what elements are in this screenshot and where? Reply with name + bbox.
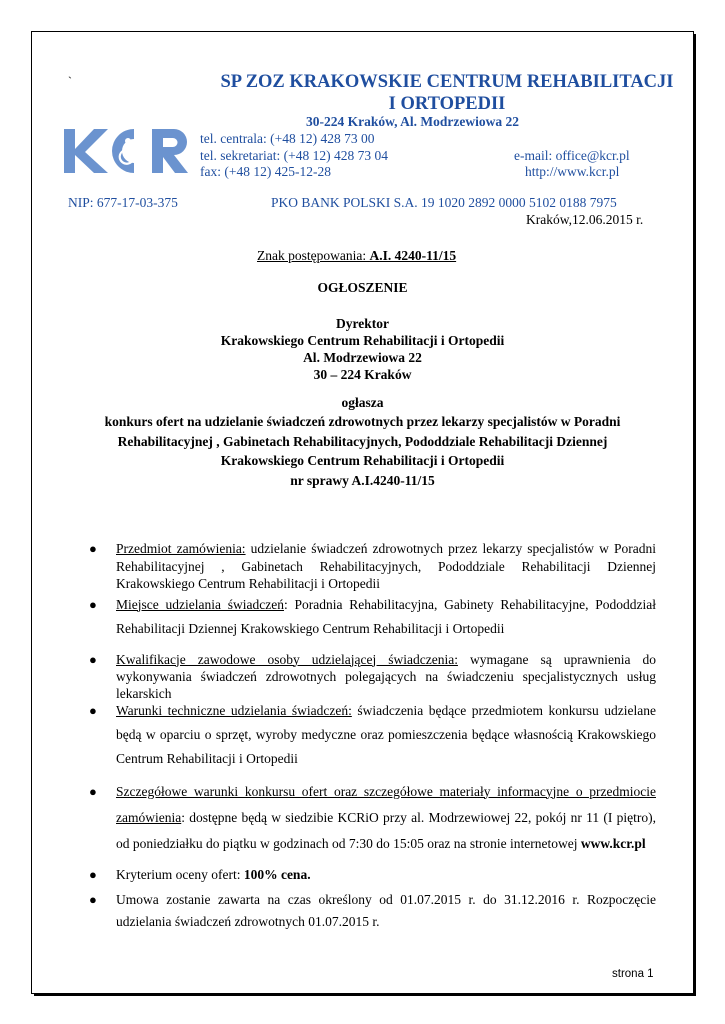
reference-number: A.I. 4240-11/15 <box>369 248 457 263</box>
item-label: Miejsce udzielania świadczeń <box>116 596 284 612</box>
website-link[interactable]: www.kcr.pl <box>580 835 646 851</box>
org-address: 30-224 Kraków, Al. Modrzewiowa 22 <box>306 114 519 129</box>
reference-label: Znak postępowania: <box>257 248 370 263</box>
item-text: Umowa zostanie zawarta na czas określony od 01.07.2015 r. do 31.12.2016 r. Rozpoczęcie udzielania świadczeń zdrowotnych 01.07.2015 r. <box>116 891 656 929</box>
org-name-line1: SP ZOZ KRAKOWSKIE CENTRUM REHABILITACJI <box>220 72 674 92</box>
bank-account: PKO BANK POLSKI S.A. 19 1020 2892 0000 5102 0188 7975 <box>271 195 617 210</box>
phone-secretary: tel. sekretariat: (+48 12) 428 73 04 <box>200 148 388 163</box>
bullet-icon: ● <box>89 541 97 556</box>
list-item <box>86 699 656 771</box>
conditions-list <box>86 540 656 933</box>
nip-number: NIP: 677-17-03-375 <box>68 195 178 210</box>
stray-mark: ` <box>68 74 72 88</box>
director-line: Dyrektor <box>336 316 389 331</box>
contest-line: Krakowskiego Centrum Rehabilitacji i Ortopedii <box>220 453 505 468</box>
list-item <box>86 863 656 887</box>
director-line: 30 – 224 Kraków <box>313 367 412 382</box>
bullet-icon: ● <box>89 596 97 612</box>
place-date: Kraków,12.06.2015 r. <box>526 212 644 227</box>
announces-word: ogłasza <box>341 395 384 410</box>
director-line: Al. Modrzewiowa 22 <box>303 350 422 365</box>
item-text: wymagane są uprawnienia do wykonywania świadczeń zdrowotnych polegających na świadczeniu specjalistycznych usług lekarskich <box>116 651 656 701</box>
contest-block <box>70 412 655 490</box>
item-text: : dostępne będą w siedzibie KCRiO przy al. Modrzewiowej 22, pokój nr 11 (I piętro), od poniedziałku do piątku w godzinach od 7:30 do 15:05 oraz na stronie internetowej <box>116 809 656 851</box>
email-link[interactable]: e-mail: office@kcr.pl <box>514 148 630 163</box>
frame-shadow-bottom <box>34 994 696 996</box>
website-link[interactable]: http://www.kcr.pl <box>525 164 620 179</box>
item-label: Warunki techniczne udzielania świadczeń: <box>116 702 352 718</box>
item-text: udzielanie świadczeń zdrowotnych przez lekarzy specjalistów w Poradni Rehabilitacyjnej , Gabinetach Rehabilitacyjnych, Pododdziale Rehabilitacji Dziennej Krakowskiego Centrum Rehabilitacji i Ortopedii <box>116 541 656 591</box>
contest-line: Rehabilitacyjnej , Gabinetach Rehabilitacyjnych, Pododdziale Rehabilitacji Dziennej <box>117 433 608 449</box>
contest-line: nr sprawy A.I.4240-11/15 <box>290 472 435 488</box>
bullet-icon: ● <box>89 783 97 799</box>
list-item <box>86 593 656 641</box>
contest-line: konkurs ofert na udzielanie świadczeń zdrowotnych przez lekarzy specjalistów w Poradni <box>104 414 621 429</box>
list-item <box>86 889 656 933</box>
list-item <box>86 651 656 702</box>
item-label: Kwalifikacje zawodowe osoby udzielającej świadczenia: <box>116 651 458 667</box>
bullet-icon: ● <box>89 702 97 718</box>
document-title: OGŁOSZENIE <box>317 280 408 295</box>
item-text: świadczenia będące przedmiotem konkursu udzielane będą w oparciu o sprzęt, wyroby medyczne oraz pomieszczenia będące własnością Krakowskiego Centrum Rehabilitacji i Ortopedii <box>116 702 656 766</box>
reference-line <box>257 248 456 264</box>
kcr-logo <box>64 127 192 175</box>
fax-number: fax: (+48 12) 425-12-28 <box>200 164 331 179</box>
director-block <box>70 315 655 383</box>
bullet-icon: ● <box>89 866 97 882</box>
bullet-icon: ● <box>89 651 97 667</box>
item-text: Kryterium oceny ofert: <box>116 866 244 882</box>
item-text: : Poradnia Rehabilitacyjna, Gabinety Rehabilitacyjne, Pododdział Rehabilitacji Dziennej Krakowskiego Centrum Rehabilitacji i Ortopedii <box>116 596 656 636</box>
item-label: Przedmiot zamówienia: <box>116 541 246 556</box>
director-line: Krakowskiego Centrum Rehabilitacji i Ortopedii <box>220 333 505 348</box>
frame-shadow-right <box>694 34 696 996</box>
item-label: Szczegółowe warunki konkursu ofert oraz szczegółowe materiały informacyjne o przedmiocie zamówienia <box>116 783 656 825</box>
item-bold-text: 100% cena. <box>243 866 311 882</box>
bullet-icon: ● <box>89 891 97 907</box>
phone-central: tel. centrala: (+48 12) 428 73 00 <box>200 131 375 146</box>
page-number: strona 1 <box>612 968 654 980</box>
org-name-line2: I ORTOPEDII <box>388 94 506 114</box>
list-item <box>86 779 656 857</box>
list-item <box>86 540 656 593</box>
